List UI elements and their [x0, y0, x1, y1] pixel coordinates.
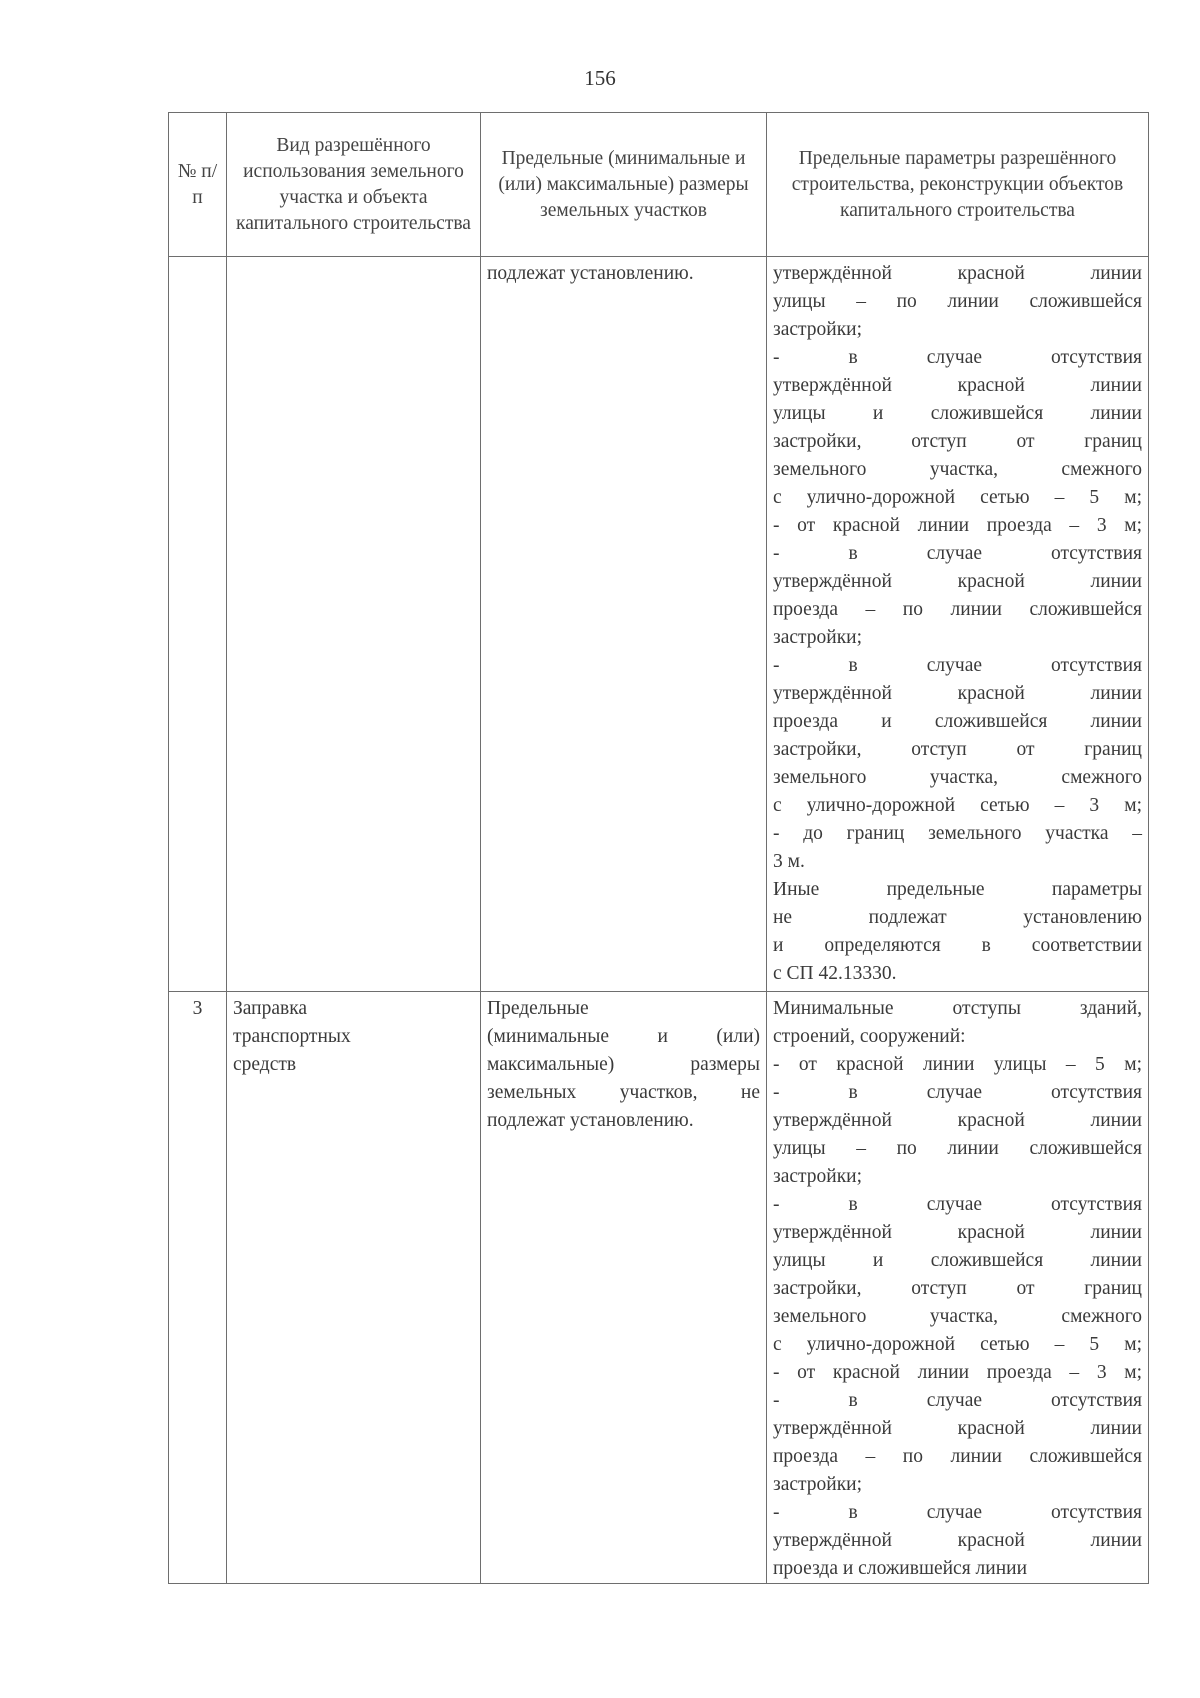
cell-number: 3 [169, 992, 227, 1584]
text-line: утверждённой красной линии [773, 1530, 1142, 1551]
text-line: утверждённой красной линии [773, 571, 1142, 592]
text-line: земельного участка, смежного [773, 459, 1142, 480]
table-row-continued [169, 257, 1149, 992]
text-line: - от красной линии проезда – 3 м; [773, 1362, 1142, 1383]
regulations-table [168, 112, 1149, 1584]
text-line: проезда и сложившейся линии [773, 711, 1142, 732]
text-line: Иные предельные параметры [773, 879, 1142, 900]
params-text [773, 995, 1142, 1583]
text-line: застройки; [773, 1474, 863, 1495]
text-line: - в случае отсутствия [773, 543, 1142, 564]
text-line: утверждённой красной линии [773, 1418, 1142, 1439]
text-line: земельных участков, не [487, 1082, 760, 1103]
text-line: улицы и сложившейся линии [773, 1250, 1142, 1271]
text-line: - в случае отсутствия [773, 1502, 1142, 1523]
text-line: застройки; [773, 319, 863, 340]
text-line: проезда – по линии сложившейся [773, 1446, 1142, 1467]
text-line: максимальные) размеры [487, 1054, 760, 1075]
params-text [773, 260, 1142, 988]
text-line: средств [233, 1054, 297, 1075]
text-line: утверждённой красной линии [773, 683, 1142, 704]
text-line: Минимальные отступы зданий, [773, 998, 1142, 1019]
text-line: - в случае отсутствия [773, 347, 1142, 368]
cell-construction-params [767, 992, 1149, 1584]
page-number: 156 [584, 66, 616, 90]
use-type-text [233, 995, 474, 1079]
text-line: строений, сооружений: [773, 1026, 966, 1047]
cell-construction-params [767, 257, 1149, 992]
text-line: не подлежат установлению [773, 907, 1142, 928]
cell-plot-sizes [481, 257, 767, 992]
text-line: - в случае отсутствия [773, 1194, 1142, 1215]
text-line: застройки; [773, 627, 863, 648]
text-line: Заправка [233, 998, 308, 1019]
text-line: застройки; [773, 1166, 863, 1187]
plot-sizes-text: подлежат установлению. [487, 263, 694, 284]
text-line: - от красной линии улицы – 5 м; [773, 1054, 1142, 1075]
text-line: - в случае отсутствия [773, 655, 1142, 676]
table-header-row [169, 113, 1149, 257]
text-line: улицы – по линии сложившейся [773, 291, 1142, 312]
text-line: застройки, отступ от границ [773, 1278, 1142, 1299]
header-number: № п/п [169, 113, 227, 257]
header-use-type: Вид разрешённого использования земельного участка и объекта капитального строительства [227, 113, 481, 257]
text-line: - в случае отсутствия [773, 1390, 1142, 1411]
cell-use-type [227, 257, 481, 992]
header-plot-sizes: Предельные (минимальные и (или) максимальные) размеры земельных участков [481, 113, 767, 257]
text-line: - в случае отсутствия [773, 1082, 1142, 1103]
text-line: застройки, отступ от границ [773, 431, 1142, 452]
text-line: утверждённой красной линии [773, 1222, 1142, 1243]
text-line: 3 м. [773, 851, 805, 872]
text-line: утверждённой красной линии [773, 375, 1142, 396]
text-line: и определяются в соответствии [773, 935, 1142, 956]
text-line: подлежат установлению. [487, 1110, 694, 1131]
text-line: транспортных [233, 1026, 351, 1047]
table-row-3 [169, 992, 1149, 1584]
text-line: проезда – по линии сложившейся [773, 599, 1142, 620]
text-line: с улично-дорожной сетью – 5 м; [773, 1334, 1142, 1355]
plot-sizes-text [487, 995, 760, 1135]
text-line: - от красной линии проезда – 3 м; [773, 515, 1142, 536]
text-line: земельного участка, смежного [773, 1306, 1142, 1327]
text-line: улицы – по линии сложившейся [773, 1138, 1142, 1159]
cell-number [169, 257, 227, 992]
text-line: (минимальные и (или) [487, 1026, 760, 1047]
header-construction-params: Предельные параметры разрешённого строительства, реконструкции объектов капитального строительства [767, 113, 1149, 257]
text-line: с улично-дорожной сетью – 5 м; [773, 487, 1142, 508]
text-line: улицы и сложившейся линии [773, 403, 1142, 424]
text-line: - до границ земельного участка – [773, 823, 1142, 844]
text-line: застройки, отступ от границ [773, 739, 1142, 760]
cell-use-type [227, 992, 481, 1584]
cell-plot-sizes [481, 992, 767, 1584]
text-line: с СП 42.13330. [773, 963, 897, 984]
text-line: земельного участка, смежного [773, 767, 1142, 788]
text-line: утверждённой красной линии [773, 263, 1142, 284]
text-line: утверждённой красной линии [773, 1110, 1142, 1131]
text-line: Предельные [487, 998, 589, 1019]
text-line: проезда и сложившейся линии [773, 1558, 1028, 1579]
text-line: с улично-дорожной сетью – 3 м; [773, 795, 1142, 816]
